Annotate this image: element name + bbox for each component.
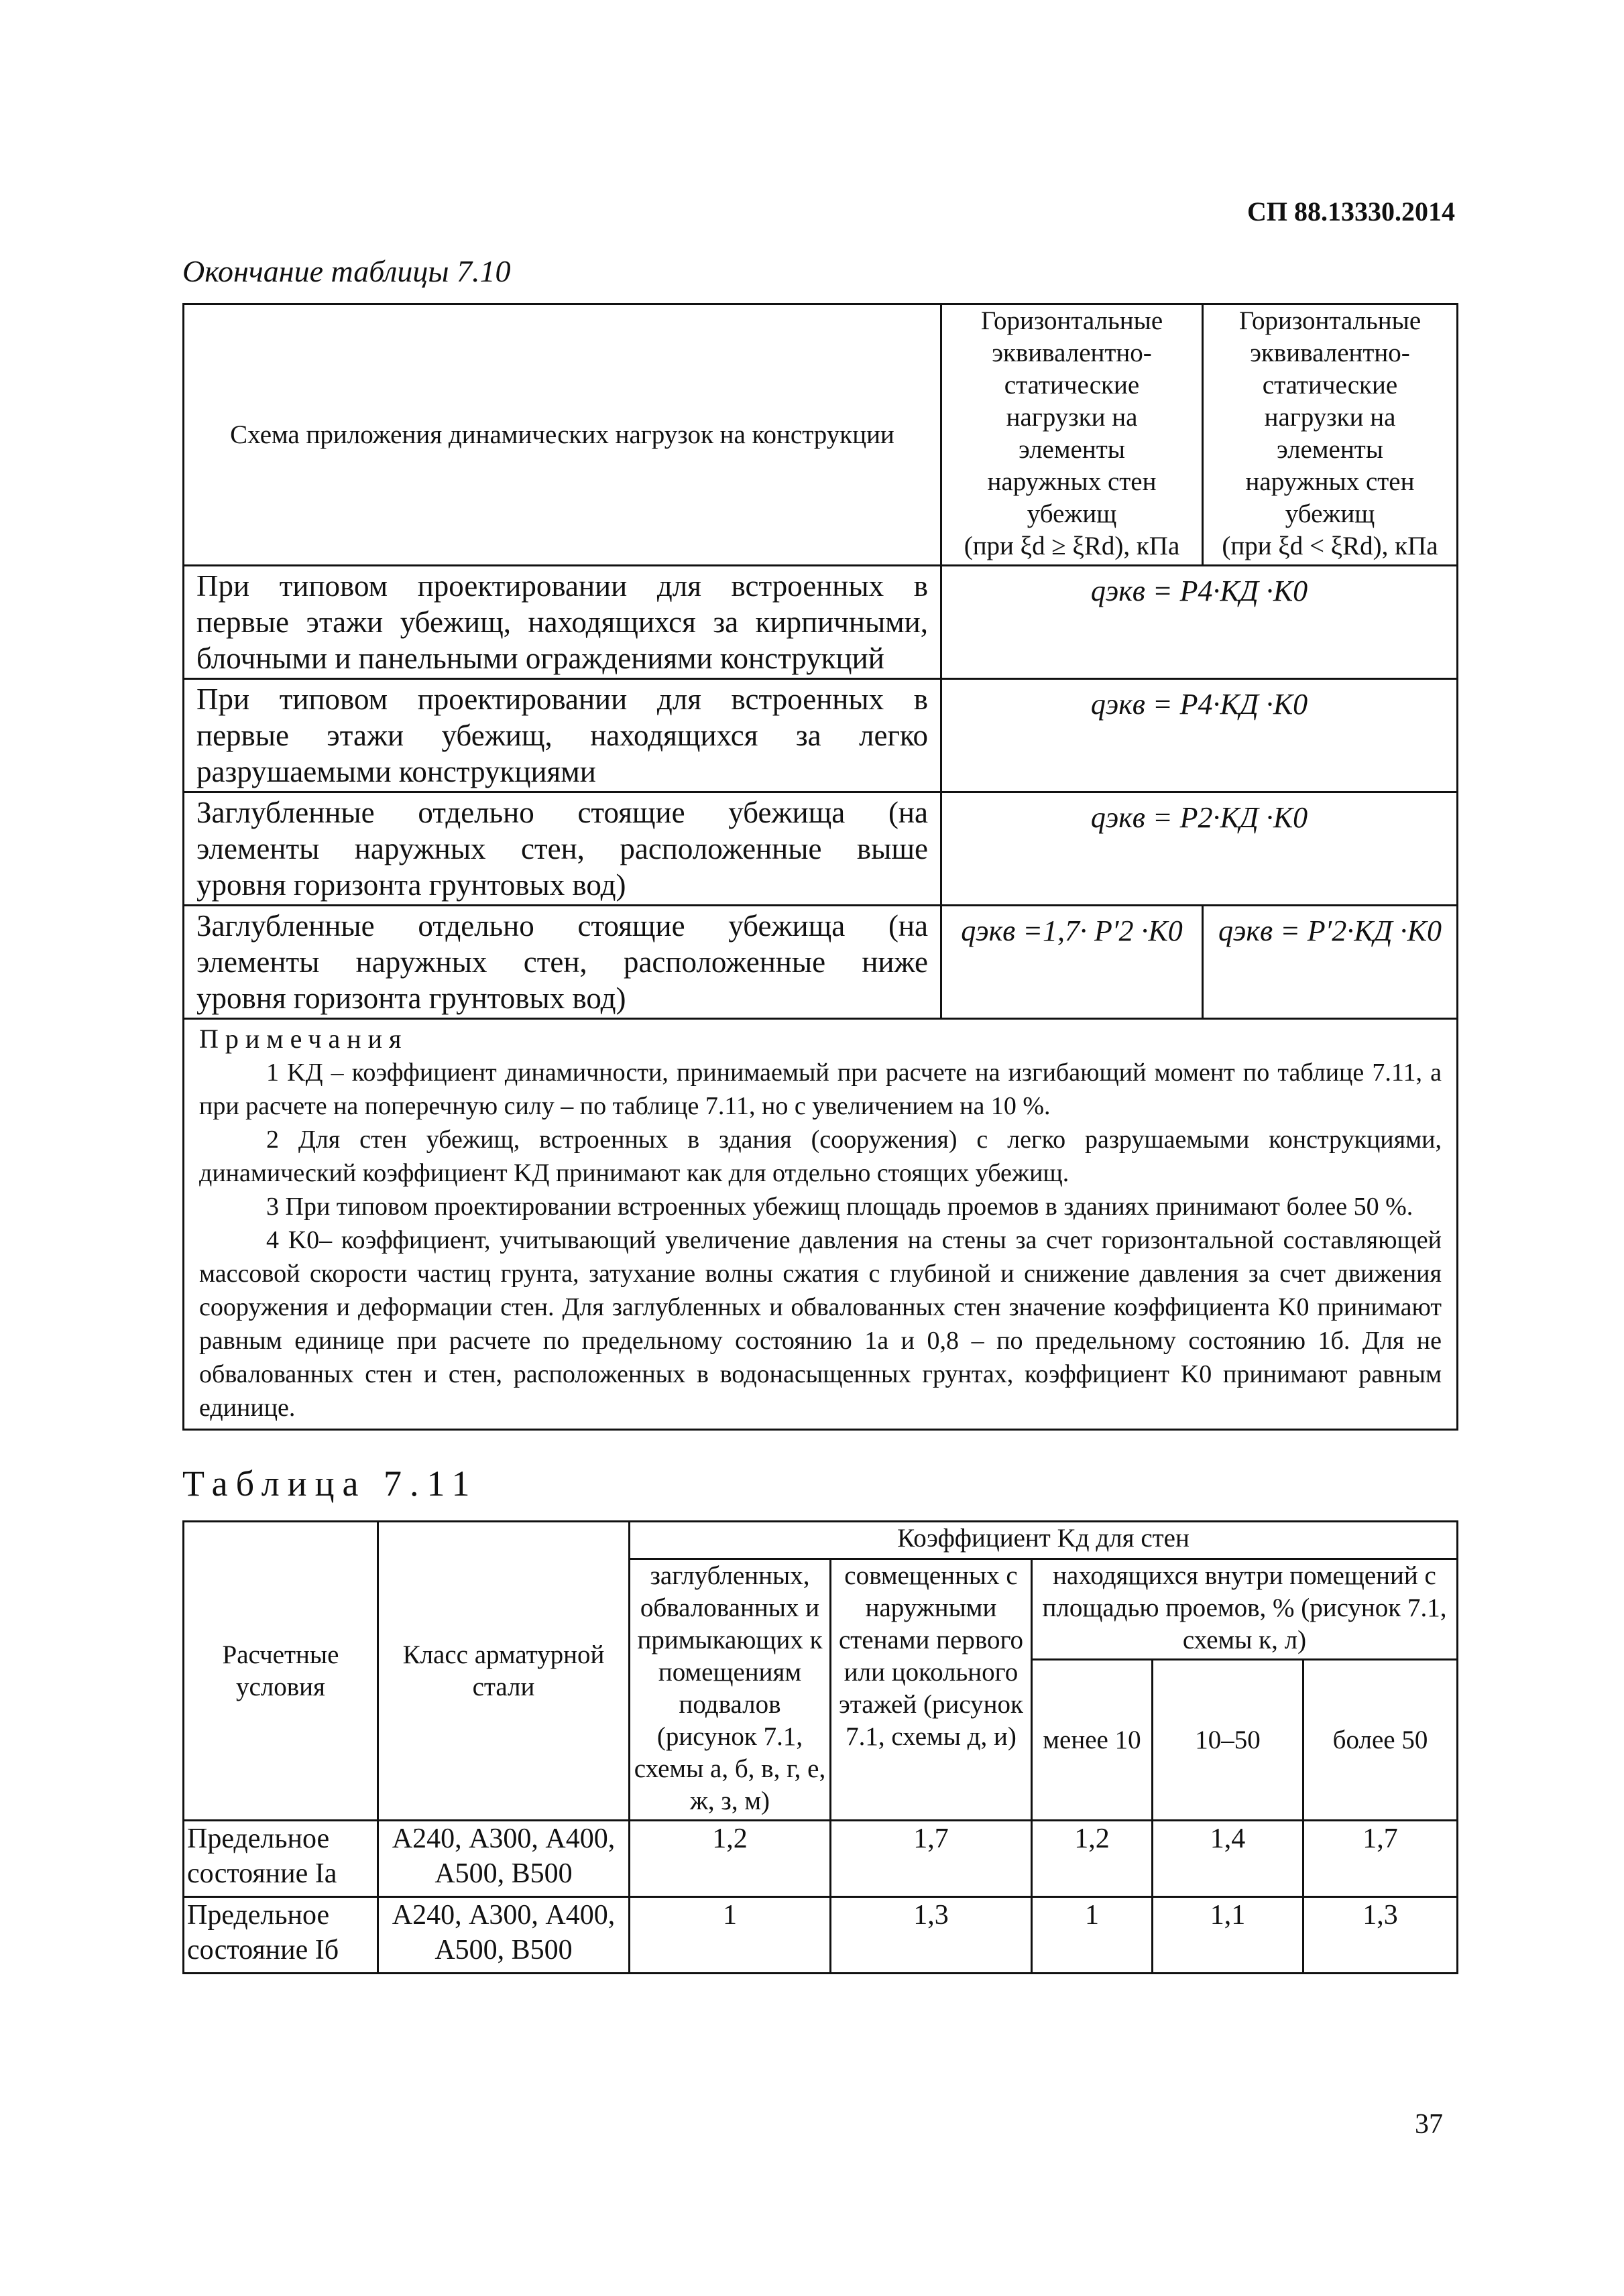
header-row-1 — [184, 1522, 1458, 1559]
notes-cell — [184, 1019, 1458, 1430]
row-formula: qэкв = P2·KД ·K0 — [941, 792, 1458, 906]
row-value: 1 — [630, 1897, 831, 1974]
header-load-ge — [941, 304, 1203, 566]
row-condition: Предельное состояние Iа — [184, 1821, 378, 1897]
row-condition: Предельное состояние Iб — [184, 1897, 378, 1974]
row-line: первые этажи убежищ, находящихся за кирпичными, — [196, 605, 928, 639]
header-line: нагрузки на — [1006, 403, 1138, 432]
header-line: убежищ — [1027, 499, 1117, 528]
table-row — [184, 792, 1458, 906]
row-value: 1,4 — [1153, 1821, 1303, 1897]
document-code: СП 88.13330.2014 — [1247, 196, 1455, 227]
notes-row — [184, 1019, 1458, 1430]
row-line: Заглубленные отдельно стоящие убежища (на — [196, 909, 928, 943]
note-2: 2 Для стен убежищ, встроенных в здания (сооружения) с легко разрушаемыми конструкциями, динамический коэффициент KД принимают как для отдельно стоящих убежищ. — [199, 1126, 1442, 1187]
header-line: элементы — [1019, 435, 1125, 464]
table-row — [184, 906, 1458, 1019]
note-4: 4 K0– коэффициент, учитывающий увеличение давления на стены за счет горизонтальной составляющей массовой скорости частиц грунта, затухание волны сжатия с глубиной и снижение давления за счет движения сооружения и деформации стен. Для заглубленных и обвалованных стен значение коэффициента K0 принимают равным единице при расчете по предельному состоянию 1а и 0,8 – по предельному состоянию 1б. Для не обвалованных стен и стен, расположенных в водонасыщенных грунтах, коэффициент K0 принимают равным единице. — [199, 1226, 1442, 1422]
table-caption: Окончание таблицы 7.10 — [182, 254, 511, 288]
row-value: 1,1 — [1153, 1897, 1303, 1974]
header-line: статические — [1004, 371, 1140, 400]
table-row — [184, 1821, 1458, 1897]
header-line: наружных стен — [987, 467, 1157, 496]
header-sub-lt10: менее 10 — [1032, 1660, 1153, 1821]
row-value: 1,2 — [630, 1821, 831, 1897]
row-line: первые этажи убежищ, находящихся за легко — [196, 719, 928, 752]
row-line: уровня горизонта грунтовых вод) — [196, 981, 626, 1015]
header-load-lt — [1203, 304, 1458, 566]
row-description — [184, 906, 941, 1019]
table-row — [184, 1897, 1458, 1974]
header-line: эквивалентно- — [1250, 339, 1410, 367]
row-line: элементы наружных стен, расположенные выше — [196, 832, 928, 865]
row-line: разрушаемыми конструкциями — [196, 755, 596, 788]
header-line: Горизонтальные — [980, 306, 1163, 335]
row-steel: А240, А300, А400, А500, В500 — [378, 1897, 630, 1974]
row-formula: qэкв = P4·KД ·K0 — [941, 566, 1458, 679]
header-sub-10-50: 10–50 — [1153, 1660, 1303, 1821]
table-7-11 — [182, 1520, 1458, 1974]
header-line: убежищ — [1285, 499, 1375, 528]
table-header-row — [184, 304, 1458, 566]
header-line: элементы — [1277, 435, 1383, 464]
page-number: 37 — [1415, 2109, 1443, 2140]
header-scheme: Схема приложения динамических нагрузок на конструкции — [184, 304, 941, 566]
header-line: наружных стен — [1245, 467, 1415, 496]
header-line: нагрузки на — [1264, 403, 1396, 432]
row-line: При типовом проектировании для встроенных в — [196, 569, 928, 603]
table-7-10 — [182, 303, 1458, 1431]
row-steel: А240, А300, А400, А500, В500 — [378, 1821, 630, 1897]
row-value: 1,3 — [831, 1897, 1032, 1974]
header-line: эквивалентно- — [992, 339, 1152, 367]
row-formula-b: qэкв = P′2·KД ·K0 — [1203, 906, 1458, 1019]
row-line: блочными и панельными ограждениями конструкций — [196, 642, 884, 675]
row-description — [184, 679, 941, 792]
note-1: 1 KД – коэффициент динамичности, принимаемый при расчете на изгибающий момент по таблице 7.11, а при расчете на поперечную силу – по таблице 7.11, но с увеличением на 10 %. — [199, 1059, 1442, 1120]
row-line: элементы наружных стен, расположенные ниже — [196, 945, 928, 979]
header-conditions: Расчетные условия — [184, 1522, 378, 1821]
header-steel-class: Класс арматурной стали — [378, 1522, 630, 1821]
header-inside: находящихся внутри помещений с площадью проемов, % (рисунок 7.1, схемы к, л) — [1032, 1559, 1458, 1660]
notes-title: Примечания — [199, 1024, 408, 1054]
row-value: 1,3 — [1303, 1897, 1458, 1974]
row-formula: qэкв = P4·KД ·K0 — [941, 679, 1458, 792]
table-7-11-title: Таблица 7.11 — [182, 1463, 478, 1504]
row-value: 1,2 — [1032, 1821, 1153, 1897]
row-value: 1,7 — [831, 1821, 1032, 1897]
header-line: статические — [1262, 371, 1398, 400]
header-line: Горизонтальные — [1238, 306, 1422, 335]
row-value: 1,7 — [1303, 1821, 1458, 1897]
table-row — [184, 566, 1458, 679]
row-value: 1 — [1032, 1897, 1153, 1974]
row-formula-a: qэкв =1,7· P′2 ·K0 — [941, 906, 1203, 1019]
header-buried: заглубленных, обвалованных и примыкающих к помещениям подвалов (рисунок 7.1, схемы а, б, в, г, е, ж, з, м) — [630, 1559, 831, 1821]
row-description — [184, 566, 941, 679]
header-line: (при ξd ≥ ξRd), кПа — [964, 532, 1180, 560]
table-row — [184, 679, 1458, 792]
header-combined: совмещенных с наружными стенами первого или цокольного этажей (рисунок 7.1, схемы д, и) — [831, 1559, 1032, 1821]
header-coef: Коэффициент Kд для стен — [630, 1522, 1458, 1559]
row-line: уровня горизонта грунтовых вод) — [196, 868, 626, 902]
note-3: 3 При типовом проектировании встроенных убежищ площадь проемов в зданиях принимают более 50 %. — [266, 1193, 1413, 1221]
header-sub-gt50: более 50 — [1303, 1660, 1458, 1821]
header-line: (при ξd < ξRd), кПа — [1222, 532, 1438, 560]
row-description — [184, 792, 941, 906]
row-line: При типовом проектировании для встроенных в — [196, 682, 928, 716]
row-line: Заглубленные отдельно стоящие убежища (на — [196, 796, 928, 829]
